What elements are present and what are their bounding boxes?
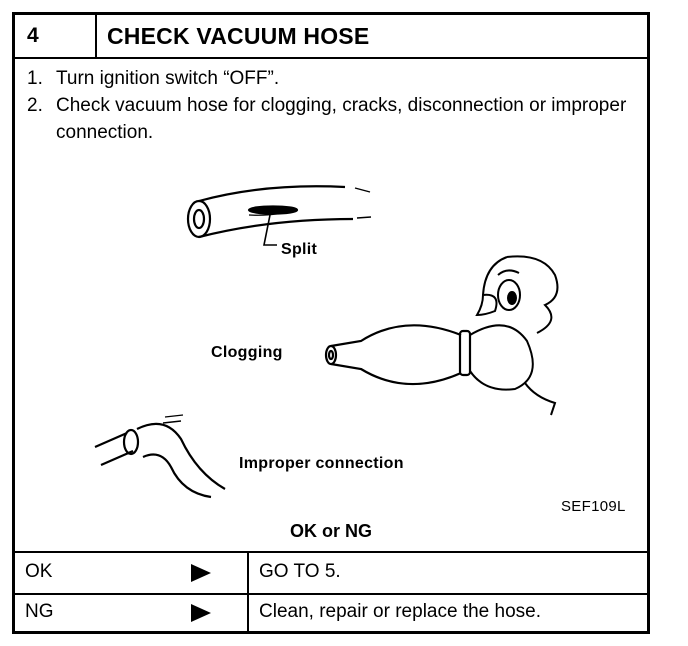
split-hose-icon xyxy=(188,186,371,245)
figure-code: SEF109L xyxy=(561,498,626,515)
decision-title: OK or NG xyxy=(289,521,372,541)
person-face-icon xyxy=(470,256,557,415)
step-panel xyxy=(12,12,650,634)
step-title: CHECK VACUUM HOSE xyxy=(107,23,370,49)
result-key: NG xyxy=(25,601,54,622)
result-row xyxy=(15,593,647,633)
split-label: Split xyxy=(281,241,318,258)
result-table xyxy=(15,551,647,633)
instruction-number: 2. xyxy=(27,95,43,116)
column-divider xyxy=(247,593,249,633)
step-number: 4 xyxy=(15,15,97,57)
instruction-list xyxy=(27,65,637,146)
improper-connection-label: Improper connection xyxy=(239,455,404,472)
instruction-text: Check vacuum hose for clogging, cracks, disconnection or improper connection. xyxy=(56,95,627,143)
instruction-text: Turn ignition switch “OFF”. xyxy=(56,68,280,89)
improper-connection-hose-icon xyxy=(95,415,225,497)
clogging-bulb-icon xyxy=(326,325,470,384)
arrow-right-icon xyxy=(191,604,211,622)
clogging-label: Clogging xyxy=(211,344,283,361)
arrow-right-icon xyxy=(191,564,211,582)
column-divider xyxy=(247,553,249,593)
instruction-item xyxy=(27,92,637,146)
result-action: Clean, repair or replace the hose. xyxy=(259,601,541,622)
result-key: OK xyxy=(25,561,53,582)
instruction-number: 1. xyxy=(27,68,43,89)
result-action: GO TO 5. xyxy=(259,561,341,582)
instruction-item xyxy=(27,65,637,92)
hose-illustration xyxy=(15,145,647,525)
result-row xyxy=(15,553,647,595)
step-header xyxy=(15,15,647,59)
